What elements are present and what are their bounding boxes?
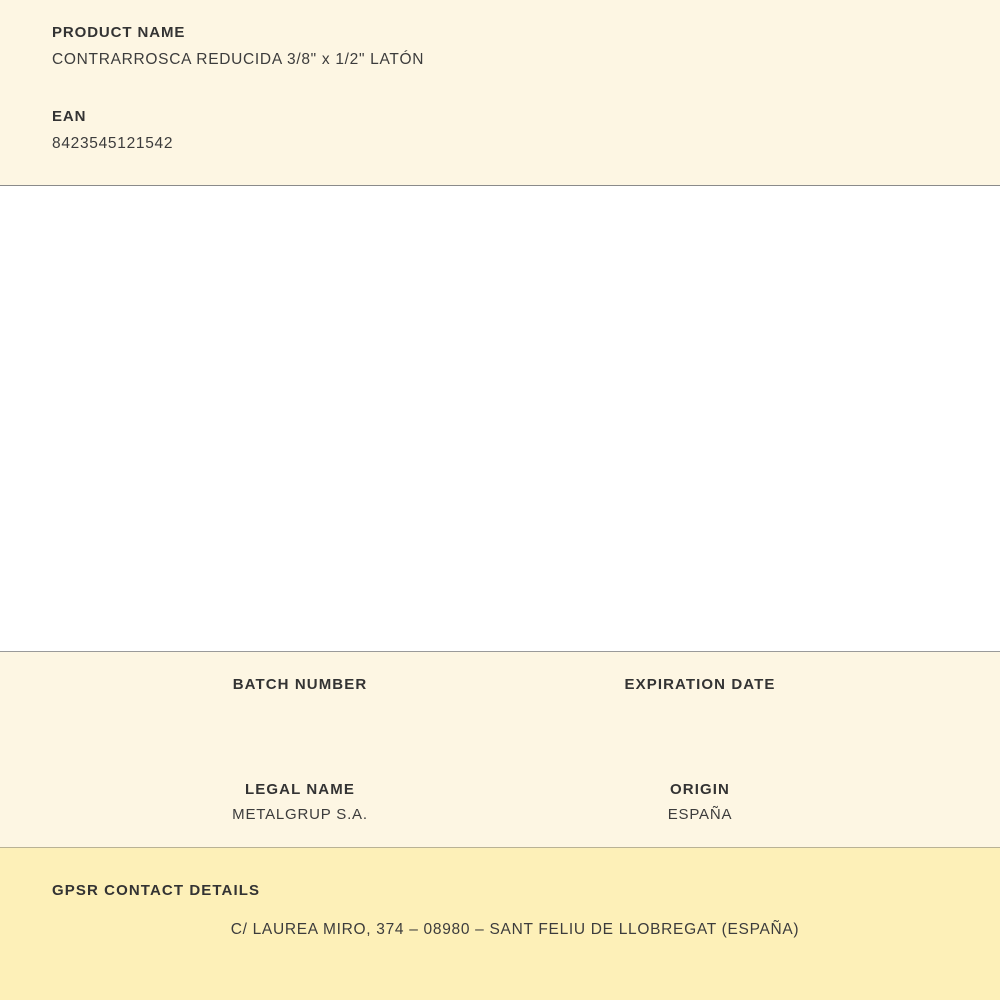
product-name-value: CONTRARROSCA REDUCIDA 3/8" x 1/2" LATÓN <box>52 51 425 68</box>
legal-name-field <box>100 781 500 824</box>
product-name-field <box>0 24 1000 70</box>
origin-label: ORIGIN <box>670 781 730 798</box>
details-section <box>0 652 1000 848</box>
gpsr-title: GPSR CONTACT DETAILS <box>52 882 261 899</box>
batch-number-value <box>100 701 500 719</box>
expiration-date-field <box>500 676 900 719</box>
legal-name-value: METALGRUP S.A. <box>232 806 368 823</box>
gpsr-address: C/ LAUREA MIRO, 374 – 08980 – SANT FELIU DE LLOBREGAT (ESPAÑA) <box>230 921 800 938</box>
ean-value: 8423545121542 <box>52 134 174 152</box>
field-spacer <box>0 70 1000 108</box>
legal-name-label: LEGAL NAME <box>245 781 355 798</box>
gpsr-section <box>0 848 1000 1000</box>
ean-field <box>0 108 1000 154</box>
details-row-batch <box>0 676 1000 719</box>
expiration-date-label: EXPIRATION DATE <box>624 676 776 693</box>
header-section <box>0 0 1000 186</box>
origin-value: ESPAÑA <box>667 806 733 823</box>
batch-number-label: BATCH NUMBER <box>232 676 368 693</box>
expiration-date-value <box>500 701 900 719</box>
ean-label: EAN <box>52 107 87 125</box>
batch-number-field <box>100 676 500 719</box>
details-row-legal <box>0 781 1000 824</box>
blank-content-area <box>0 186 1000 652</box>
product-name-label: PRODUCT NAME <box>52 24 186 41</box>
origin-field <box>500 781 900 824</box>
